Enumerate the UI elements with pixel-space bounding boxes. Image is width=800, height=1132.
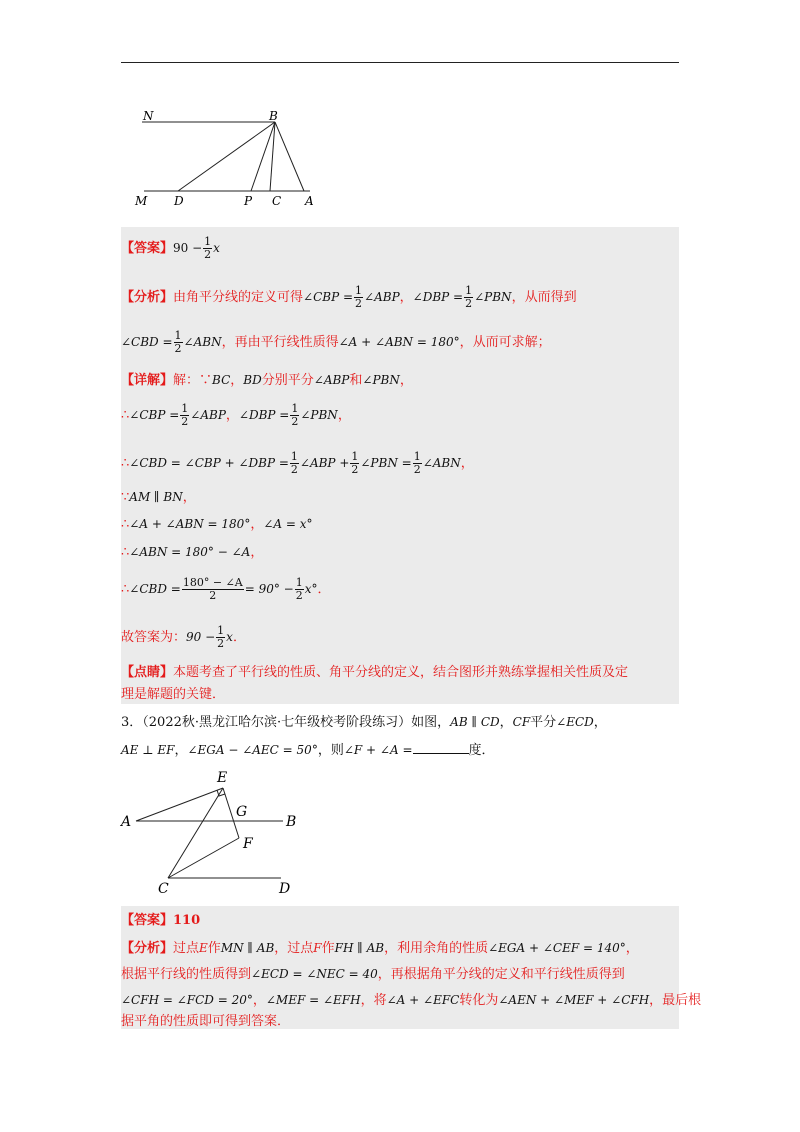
fig1-label-p: P [244,194,253,208]
fig2-label-b: B [286,814,297,830]
comment-label: 【点睛】 [121,665,174,680]
q2-detail-line-7: ∴∠CBD = $\frac{180^\circ - \angle A}{2}$ = 90° − $\frac{1}{2}$ x°． [121,576,331,602]
fig1-label-a: A [305,194,314,208]
fig2-label-g: G [236,804,248,820]
q2-analysis-line-2: ∠CBD = $\frac{1}{2}$ ∠ABN，再由平行线性质得∠A + ∠ABN = 180°，从而可求解； [121,329,551,355]
q2-detail-line-6: ∴∠ABN = 180° − ∠A， [121,545,264,560]
q2-detail-line-3: ∴∠CBD = ∠CBP + ∠DBP = $\frac{1}{2}$ ∠ABP + $\frac{1}{2}$ ∠PBN = $\frac{1}{2}$ ∠ABN， [121,450,474,476]
q3-analysis-line-2: 根据平行线的性质得到∠ECD = ∠NEC = 40，再根据角平分线的定义和平行线性质得到 [121,967,625,982]
header-rule [121,62,679,63]
fig1-label-m: M [135,194,148,208]
q2-final-answer-line: 故答案为：90 − $\frac{1}{2}$ x． [121,624,246,650]
fig1-label-d: D [174,194,184,208]
fig2-label-e: E [217,770,228,786]
figure-1-diagram [130,105,330,210]
answer-blank [413,741,469,754]
fig1-label-b: B [269,109,278,123]
q2-detail-line-4: ∵AM ∥ BN， [121,490,196,505]
figure-2-diagram [116,768,316,898]
q2-detail-line-5: ∴∠A + ∠ABN = 180°，∠A = x° [121,517,313,532]
q3-analysis-line-1: 【分析】过点E作MN ∥ AB，过点F作FH ∥ AB，利用余角的性质∠EGA + ∠CEF = 140°， [121,941,639,956]
q2-detail-line-1: 【详解】解：∵BC，BD分别平分∠ABP和∠PBN， [121,373,413,388]
fig1-label-c: C [272,194,282,208]
q2-comment-line-1: 【点睛】本题考查了平行线的性质、角平分线的定义，结合图形并熟练掌握相关性质及定 [121,665,629,680]
fig2-label-d: D [279,881,291,897]
analysis-label: 【分析】 [121,941,174,956]
fig1-label-n: N [143,109,154,123]
q2-comment-line-2: 理是解题的关键． [121,687,226,702]
q2-detail-line-2: ∴∠CBP = $\frac{1}{2}$ ∠ABP，∠DBP = $\frac{1}{2}$ ∠PBN， [121,402,351,428]
q3-analysis-line-4: 据平角的性质即可得到答案． [121,1014,291,1029]
detail-label: 【详解】 [121,373,174,388]
question-number: 3． [121,715,143,730]
fig2-label-c: C [158,881,169,897]
q3-question-line-2: AE ⊥ EF，∠EGA − ∠AEC = 50°，则∠F + ∠A = 度． [121,743,495,758]
fig2-label-f: F [243,836,253,852]
analysis-label: 【分析】 [121,290,174,305]
q2-analysis-line-1: 【分析】由角平分线的定义可得∠CBP = $\frac{1}{2}$ ∠ABP，∠DBP = $\frac{1}{2}$ ∠PBN，从而得到 [121,284,577,310]
answer-label: 【答案】 [121,913,174,928]
answer-label: 【答案】 [121,241,174,256]
q3-question-line-1: 3．（2022秋·黑龙江哈尔滨·七年级校考阶段练习）如图，AB ∥ CD，CF平分∠ECD， [121,715,607,730]
q3-analysis-line-3: ∠CFH = ∠FCD = 20°，∠MEF = ∠EFH，将∠A + ∠EFC转化为∠AEN + ∠MEF + ∠CFH，最后根 [121,993,702,1008]
q2-answer-line: 【答案】90 − $\frac{1}{2}$ x [121,235,220,261]
q3-answer-line: 【答案】110 [121,913,201,928]
fig2-label-a: A [121,814,132,830]
